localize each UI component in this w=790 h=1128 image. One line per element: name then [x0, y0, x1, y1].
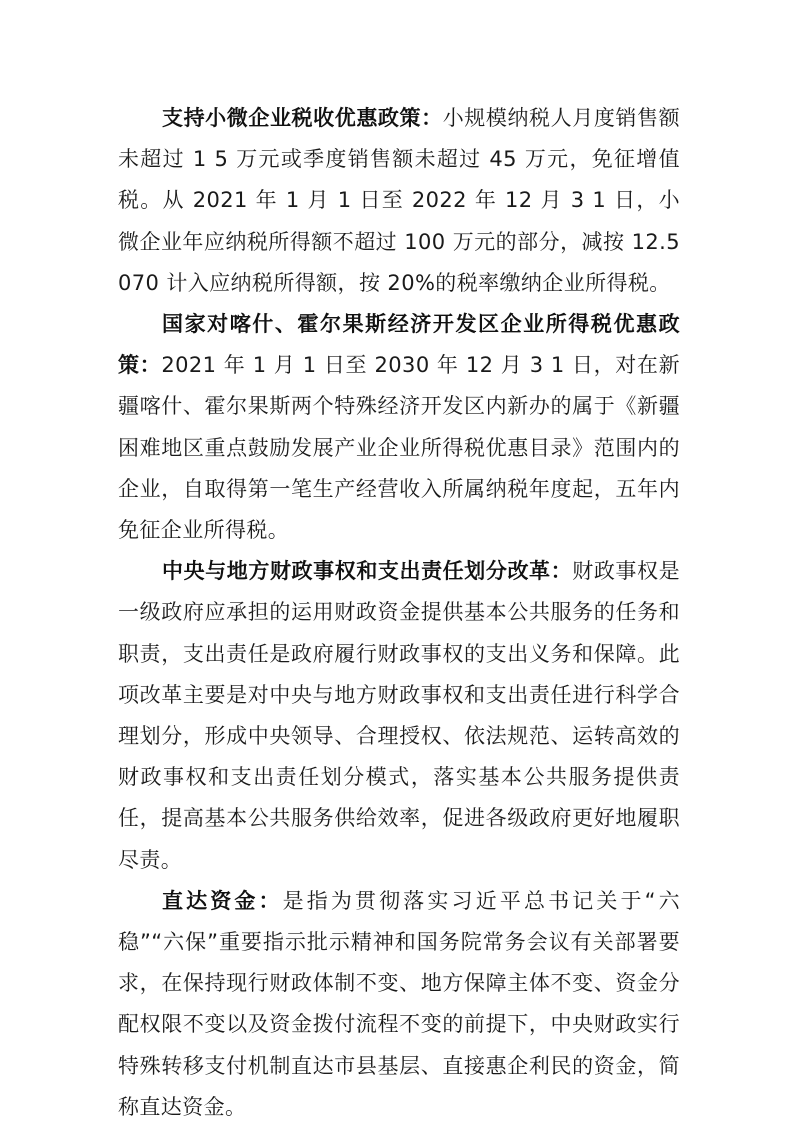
term-direct-funds: 直达资金： — [162, 888, 283, 913]
term-kashgar-khorgos-tax: 国家对喀什、霍尔果斯经济开发区企业所得税优惠政策： — [118, 312, 680, 378]
definition-kashgar-khorgos-tax: 2021 年 1 月 1 日至 2030 年 12 月 3 1 日，对在新疆喀什、霍尔果斯两个特殊经济开发区内新办的属于《新疆困难地区重点鼓励发展产业企业所得税优惠目录》范围内的企业，自取得第一笔生产经营收入所属纳税年度起，五年内免征企业所得税。 — [118, 353, 680, 543]
term-fiscal-reform: 中央与地方财政事权和支出责任划分改革： — [162, 559, 573, 584]
definition-direct-funds: 是指为贯彻落实习近平总书记关于“六稳”“六保”重要指示批示精神和国务院常务会议有关部署要求，在保持现行财政体制不变、地方保障主体不变、资金分配权限不变以及资金拨付流程不变的前提下，中央财政实行特殊转移支付机制直达市县基层、直接惠企利民的资金，简称直达资金。 — [118, 888, 681, 1119]
document-body — [118, 98, 680, 1128]
paragraph-direct-funds — [118, 881, 680, 1128]
term-small-micro-tax: 支持小微企业税收优惠政策： — [162, 106, 443, 130]
definition-small-micro-tax: 小规模纳税人月度销售额未超过 1 5 万元或季度销售额未超过 45 万元，免征增值税。从 2021 年 1 月 1 日至 2022 年 12 月 3 1 日，小微企业年应纳税所得额不超过 100 万元的部分，减按 12.5070 计入应纳税所得额，按 20%的税率缴纳企业所得税。 — [118, 106, 680, 295]
paragraph-small-micro-tax — [118, 98, 680, 304]
paragraph-kashgar-khorgos-tax — [118, 304, 680, 551]
definition-fiscal-reform: 财政事权是一级政府应承担的运用财政资金提供基本公共服务的任务和职责，支出责任是政府履行财政事权的支出义务和保障。此项改革主要是对中央与地方财政事权和支出责任进行科学合理划分，形成中央领导、合理授权、依法规范、运转高效的财政事权和支出责任划分模式，落实基本公共服务提供责任，提高基本公共服务供给效率，促进各级政府更好地履职尽责。 — [118, 559, 680, 872]
paragraph-fiscal-reform — [118, 551, 680, 881]
